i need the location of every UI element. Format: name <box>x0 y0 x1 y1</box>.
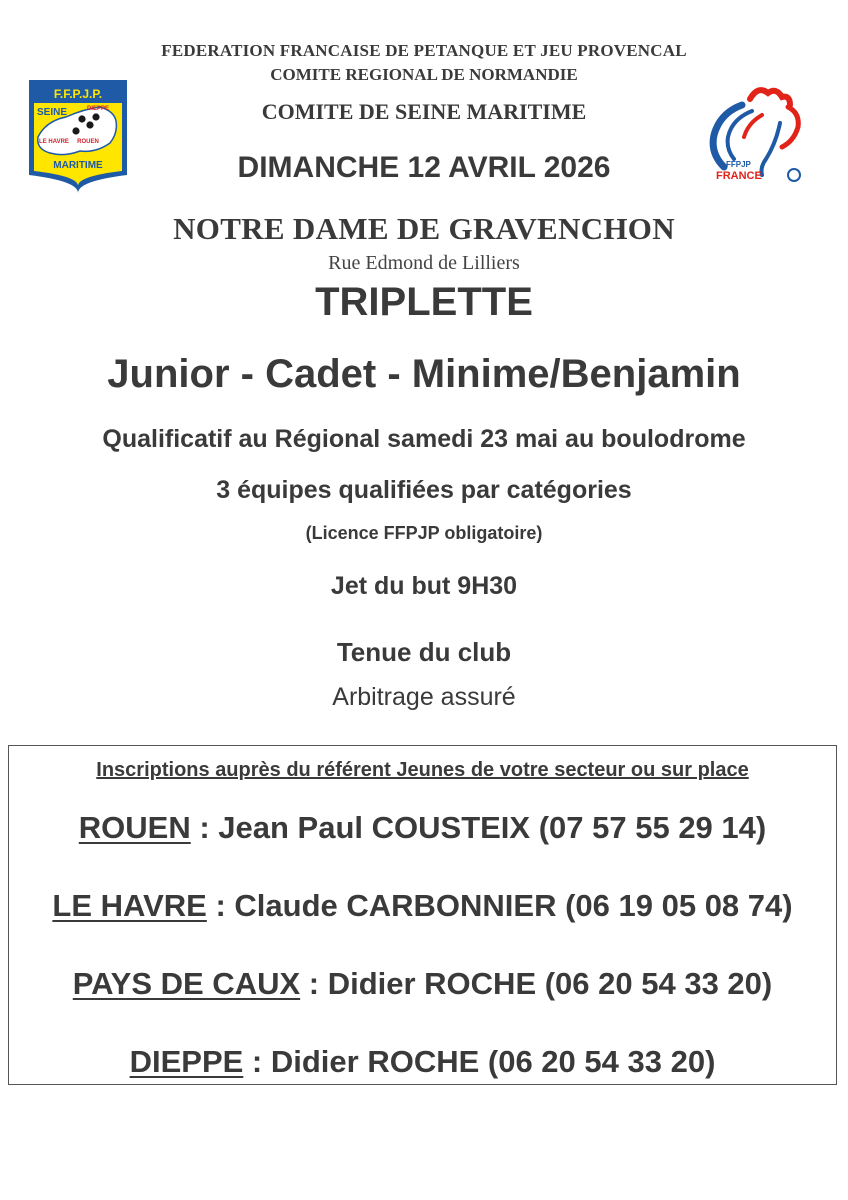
sector-name: ROUEN <box>78 810 191 845</box>
contact-detail: : Didier ROCHE (06 20 54 33 20) <box>243 1044 716 1079</box>
map-label-le-havre: LE HAVRE <box>39 139 69 145</box>
sector-name: DIEPPE <box>129 1044 244 1079</box>
contact-detail: : Claude CARBONNIER (06 19 05 08 74) <box>206 888 793 923</box>
map-label-dieppe: DIEPPE <box>86 106 110 112</box>
logo-text-seine: SEINE <box>36 107 68 118</box>
contact-detail: : Jean Paul COUSTEIX (07 57 55 29 14) <box>190 810 767 845</box>
event-format: TRIPLETTE <box>315 280 533 324</box>
start-time: Jet du but 9H30 <box>330 572 518 600</box>
logo-text-ffpjp-small: FFPJP <box>726 160 751 169</box>
event-categories: Junior - Cadet - Minime/Benjamin <box>107 352 741 396</box>
licence-note: (Licence FFPJP obligatoire) <box>305 523 543 543</box>
event-street: Rue Edmond de Lilliers <box>328 252 520 274</box>
contact-rouen <box>9 810 836 846</box>
qualified-teams: 3 équipes qualifiées par catégories <box>216 476 632 504</box>
dress-code: Tenue du club <box>336 637 512 667</box>
federation-title: FEDERATION FRANCAISE DE PETANQUE ET JEU PROVENCAL <box>161 41 687 60</box>
event-date: DIMANCHE 12 AVRIL 2026 <box>237 151 611 184</box>
contact-detail: : Didier ROCHE (06 20 54 33 20) <box>300 966 773 1001</box>
sector-name: PAYS DE CAUX <box>72 966 301 1001</box>
contact-dieppe <box>9 1044 836 1080</box>
contact-pays-de-caux <box>9 966 836 1002</box>
regional-committee: COMITE REGIONAL DE NORMANDIE <box>270 65 578 84</box>
qualification-info: Qualificatif au Régional samedi 23 mai au boulodrome <box>102 425 746 453</box>
logo-text-maritime: MARITIME <box>53 160 103 171</box>
referee-note: Arbitrage assuré <box>332 683 516 711</box>
contact-le-havre <box>9 888 836 924</box>
sector-name: LE HAVRE <box>52 888 207 923</box>
registration-box <box>8 745 837 1085</box>
registration-heading <box>9 759 836 782</box>
map-label-rouen: ROUEN <box>77 139 99 145</box>
logo-text-france: FRANCE <box>716 170 762 182</box>
event-venue: NOTRE DAME DE GRAVENCHON <box>173 211 675 246</box>
department-committee: COMITE DE SEINE MARITIME <box>261 99 587 124</box>
logo-text-ffpjp: F.F.P.J.P. <box>53 87 103 101</box>
registration-heading-text: Inscriptions auprès du référent Jeunes de votre secteur ou sur place <box>96 759 749 781</box>
